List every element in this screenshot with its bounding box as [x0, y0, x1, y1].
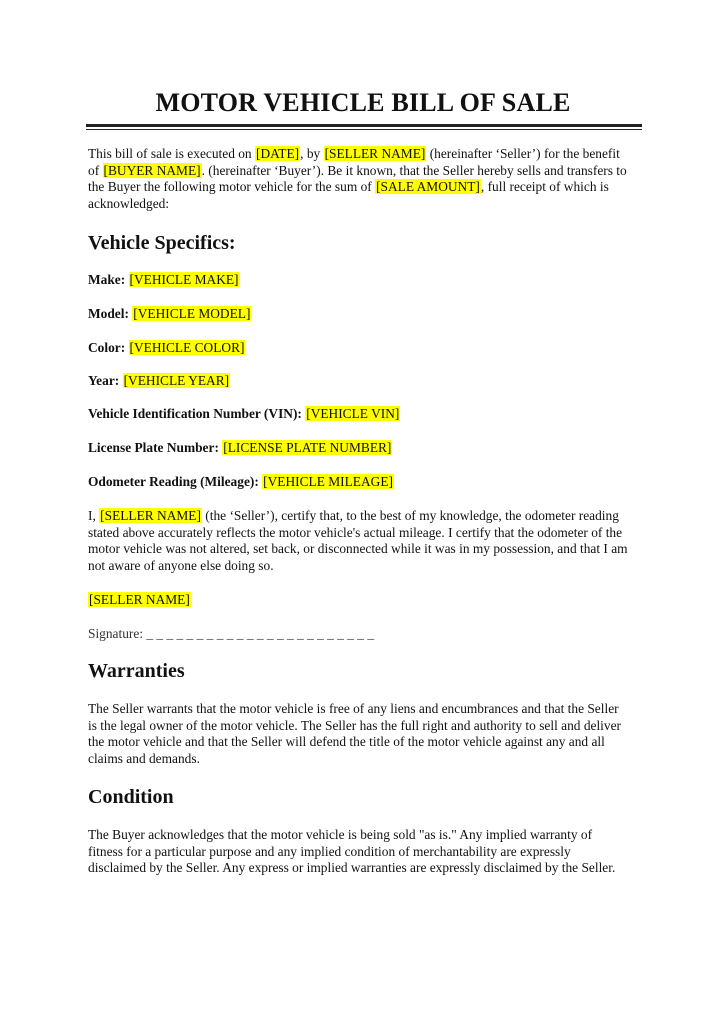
seller-name-placeholder: [SELLER NAME] [324, 146, 426, 161]
field-year-label: Year: [88, 373, 120, 388]
odometer-text-1: I, [88, 508, 100, 523]
buyer-name-placeholder: [BUYER NAME] [103, 162, 201, 178]
field-make [88, 272, 240, 288]
odometer-certification-paragraph [88, 508, 628, 574]
field-color [88, 340, 245, 356]
intro-paragraph [88, 146, 628, 212]
field-make-label: Make: [88, 272, 126, 287]
field-model-label: Model: [88, 306, 129, 321]
condition-paragraph: The Buyer acknowledges that the motor vehicle is being sold "as is." Any implied warranty of fitness for a particular purpose and any implied condition of merchantability are expressly disclaimed by the Seller. Any express or implied warranties are expressly disclaimed by the Seller. [88, 827, 616, 875]
field-model-value: [VEHICLE MODEL] [133, 306, 251, 321]
odometer-text-2: (the ‘Seller’), certify that, to the best of my knowledge, the odometer reading stated above accurately reflects the motor vehicle's actual mileage. I certify that the odometer of the motor vehicle was not altered, set back, or disconnected while it was in my possession, and that I am not aware of anyone else doing so. [88, 508, 628, 573]
intro-text-3: (hereinafter ‘Seller’) for the benefit of [88, 146, 620, 178]
intro-text-1: This bill of sale is executed on [88, 146, 255, 161]
field-make-value: [VEHICLE MAKE] [129, 272, 239, 287]
intro-text-4: . (hereinafter ‘Buyer’). Be it known, that the Seller hereby sells and transfers to the Buyer the following motor vehicle for the sum of [88, 162, 627, 194]
signature-seller-placeholder: [SELLER NAME] [89, 592, 190, 607]
intro-text-5: , full receipt of which is acknowledged: [88, 179, 609, 211]
warranties-paragraph: The Seller warrants that the motor vehicle is free of any liens and encumbrances and that the Seller is the legal owner of the motor vehicle. The Seller has the full right and authority to sell and deliver the motor vehicle and that the Seller will defend the title of the motor vehicle against any and all claims and demands. [88, 701, 621, 766]
field-license-plate-label: License Plate Number: [88, 440, 219, 455]
field-color-value: [VEHICLE COLOR] [129, 340, 245, 355]
warranties-heading: Warranties [88, 660, 185, 682]
field-model [88, 306, 251, 322]
date-placeholder: [DATE] [255, 146, 300, 161]
field-vin [88, 406, 400, 422]
title-rule-thick [86, 124, 642, 127]
intro-text-2: , by [300, 146, 324, 161]
document-title: MOTOR VEHICLE BILL OF SALE [155, 88, 571, 117]
odometer-seller-placeholder: [SELLER NAME] [100, 508, 201, 523]
field-license-plate [88, 440, 392, 456]
field-year [88, 373, 230, 389]
field-odometer [88, 474, 394, 490]
condition-heading: Condition [88, 786, 174, 808]
signature-line: Signature: _ _ _ _ _ _ _ _ _ _ _ _ _ _ _ _ _ _ _ _ _ _ _ [88, 626, 375, 641]
field-odometer-value: [VEHICLE MILEAGE] [263, 474, 393, 489]
title-rule-thin [86, 129, 642, 130]
field-vin-value: [VEHICLE VIN] [306, 406, 400, 421]
signature-seller-name [88, 592, 191, 608]
field-odometer-label: Odometer Reading (Mileage): [88, 474, 259, 489]
vehicle-specifics-heading: Vehicle Specifics: [88, 232, 236, 254]
sale-amount-placeholder: [SALE AMOUNT] [376, 179, 480, 194]
field-year-value: [VEHICLE YEAR] [123, 373, 230, 388]
field-license-plate-value: [LICENSE PLATE NUMBER] [223, 440, 392, 455]
field-color-label: Color: [88, 340, 126, 355]
field-vin-label: Vehicle Identification Number (VIN): [88, 406, 302, 421]
